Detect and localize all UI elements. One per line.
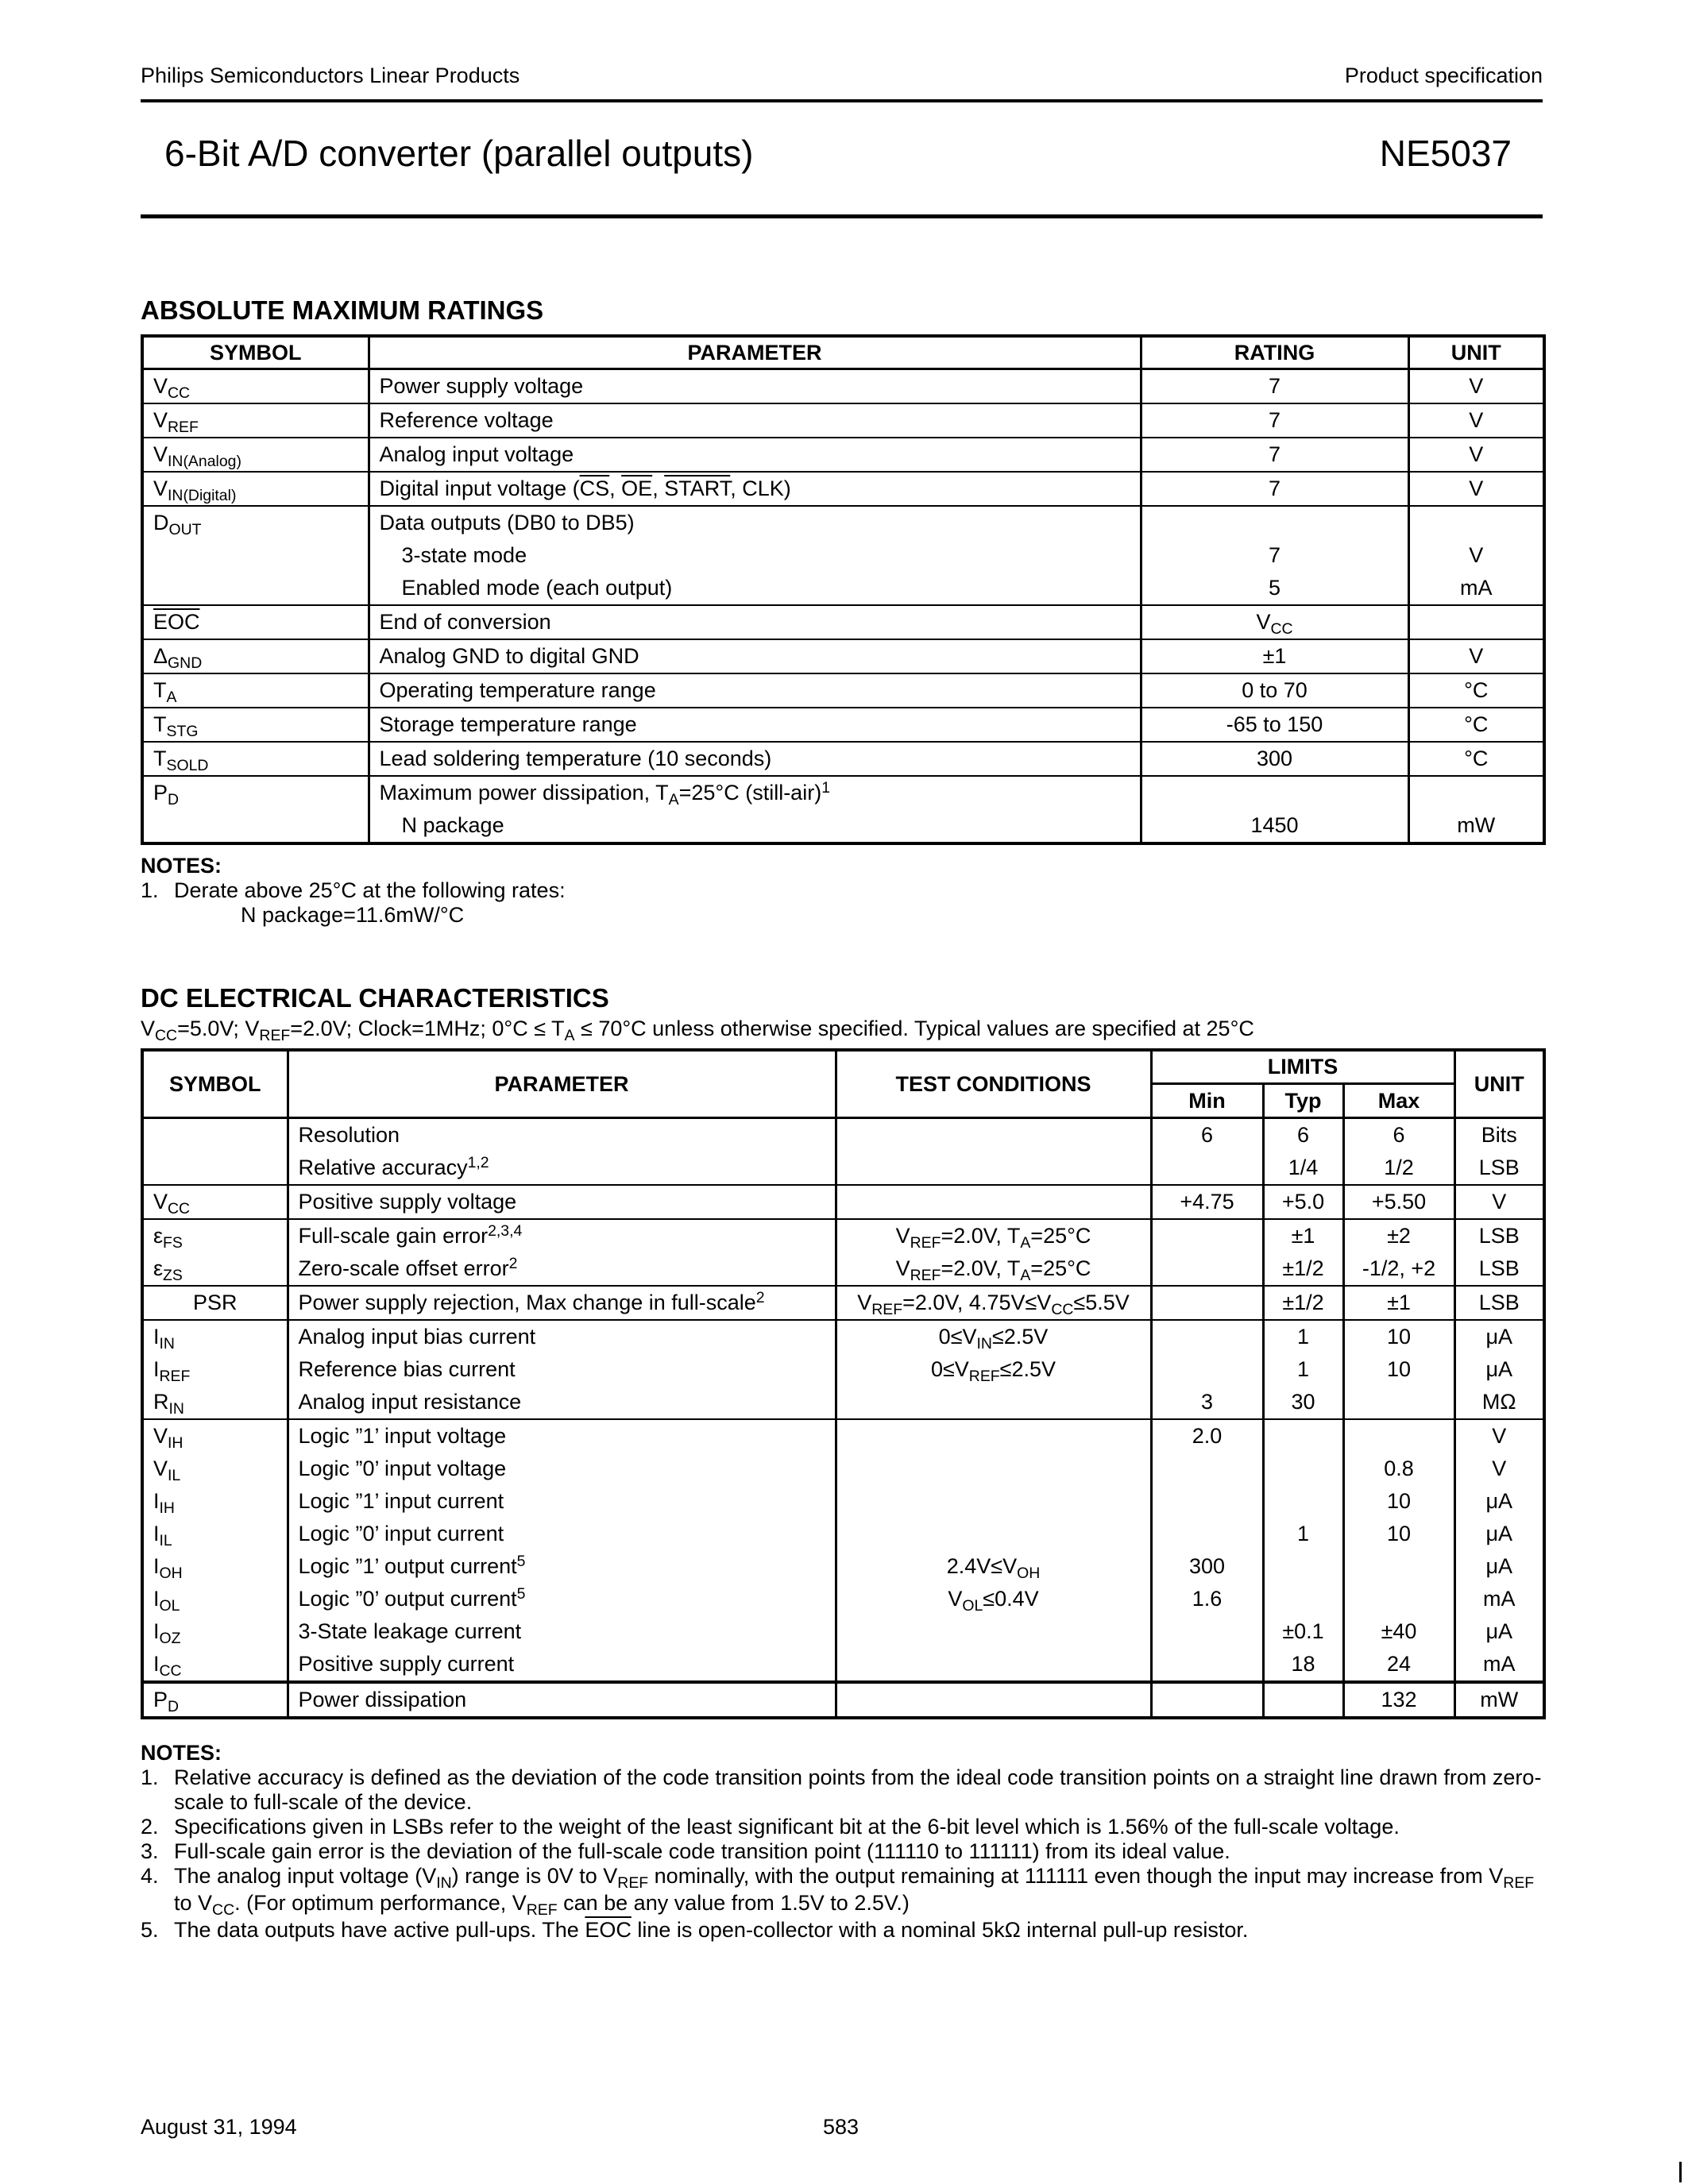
min-cell: 2.0: [1151, 1419, 1263, 1453]
symbol-cell: $I_{OL}$: [142, 1583, 288, 1615]
notes-title: NOTES:: [141, 1741, 222, 1765]
parameter-cell: Power dissipation: [288, 1682, 836, 1718]
symbol-cell: $R_{IN}$: [142, 1386, 288, 1419]
unit-cell: V: [1408, 438, 1544, 472]
unit-cell: LSB: [1454, 1152, 1544, 1185]
symbol-cell: [142, 1152, 288, 1185]
rating-cell: 7: [1141, 472, 1408, 506]
symbol-cell: [142, 809, 369, 843]
symbol-cell: $V_{IN(Digital)}$: [142, 472, 369, 506]
parameter-cell: Lead soldering temperature (10 seconds): [369, 742, 1141, 776]
typ-cell: 1: [1263, 1320, 1343, 1353]
typ-cell: 18: [1263, 1648, 1343, 1682]
test-condition-cell: [836, 1419, 1151, 1453]
unit-cell: °C: [1408, 742, 1544, 776]
max-cell: [1343, 1386, 1454, 1419]
parameter-cell: Maximum power dissipation, $T_A=25^\circ C$ (still-air)$^1$: [369, 776, 1141, 809]
document-type: Product specification: [1344, 64, 1543, 87]
header-rule: [141, 99, 1543, 102]
test-condition-cell: $V_{REF}=2.0V$, $T_A=25^\circ C$: [836, 1219, 1151, 1252]
table-row: [142, 506, 1544, 539]
test-condition-cell: $V_{OL}\le 0.4V$: [836, 1583, 1151, 1615]
min-cell: [1151, 1648, 1263, 1682]
max-cell: 0.8: [1343, 1453, 1454, 1485]
table-row: [142, 1615, 1544, 1648]
parameter-cell: Full-scale gain error$^{2,3,4}$: [288, 1219, 836, 1252]
part-number: NE5037: [1379, 133, 1512, 174]
rating-cell: 7: [1141, 438, 1408, 472]
symbol-cell: $\overline{EOC}$: [142, 605, 369, 639]
corner-mark: [1679, 2162, 1682, 2182]
table-row: [142, 1152, 1544, 1185]
table-row: [142, 1518, 1544, 1550]
unit-cell: LSB: [1454, 1286, 1544, 1320]
rating-cell: 0 to 70: [1141, 673, 1408, 708]
test-condition-cell: $V_{REF}=2.0V$, $T_A=25^\circ C$: [836, 1252, 1151, 1286]
col-header-unit: UNIT: [1408, 336, 1544, 369]
table-row: [142, 1550, 1544, 1583]
test-condition-cell: [836, 1386, 1151, 1419]
test-condition-cell: $2.4V\le V_{OH}$: [836, 1550, 1151, 1583]
unit-cell: °C: [1408, 708, 1544, 742]
typ-cell: [1263, 1419, 1343, 1453]
parameter-cell: Analog GND to digital GND: [369, 639, 1141, 673]
table-row: [142, 708, 1544, 742]
parameter-cell: Digital input voltage ($\overline{CS}$, $\overline{OE}$, START, CLK): [369, 472, 1141, 506]
amr-section-title: ABSOLUTE MAXIMUM RATINGS: [141, 295, 544, 325]
max-cell: [1343, 1583, 1454, 1615]
col-header-typ: Typ: [1263, 1084, 1343, 1118]
symbol-cell: [142, 539, 369, 572]
unit-cell: MΩ: [1454, 1386, 1544, 1419]
note-item: 5. The data outputs have active pull-ups. The $\overline{EOC}$ line is open-collector with a nominal 5kΩ internal pull-up resistor.: [141, 1918, 1249, 1942]
min-cell: [1151, 1453, 1263, 1485]
typ-cell: ±0.1: [1263, 1615, 1343, 1648]
min-cell: +4.75: [1151, 1185, 1263, 1219]
rating-cell: 7: [1141, 369, 1408, 404]
unit-cell: μA: [1454, 1615, 1544, 1648]
rating-cell: 7: [1141, 539, 1408, 572]
min-cell: [1151, 1286, 1263, 1320]
note-item: N package=11.6mW/°C: [241, 903, 465, 927]
col-header-max: Max: [1343, 1084, 1454, 1118]
parameter-cell: Logic ”1’ output current$^5$: [288, 1550, 836, 1583]
parameter-cell: Reference bias current: [288, 1353, 836, 1386]
test-condition-cell: [836, 1118, 1151, 1152]
max-cell: [1343, 1419, 1454, 1453]
parameter-cell: 3-state mode: [369, 539, 1141, 572]
max-cell: 10: [1343, 1320, 1454, 1353]
col-header-limits: LIMITS: [1151, 1050, 1454, 1084]
symbol-cell: $T_{SOLD}$: [142, 742, 369, 776]
table-row: [142, 1386, 1544, 1419]
symbol-cell: $V_{IH}$: [142, 1419, 288, 1453]
typ-cell: ±1/2: [1263, 1252, 1343, 1286]
symbol-cell: $V_{IL}$: [142, 1453, 288, 1485]
unit-cell: mA: [1454, 1583, 1544, 1615]
unit-cell: V: [1454, 1185, 1544, 1219]
parameter-cell: Logic ”0’ input voltage: [288, 1453, 836, 1485]
min-cell: [1151, 1485, 1263, 1518]
col-header-test-conditions: TEST CONDITIONS: [836, 1050, 1151, 1118]
col-header-parameter: PARAMETER: [288, 1050, 836, 1118]
parameter-cell: Logic ”0’ input current: [288, 1518, 836, 1550]
typ-cell: 1/4: [1263, 1152, 1343, 1185]
table-row: [142, 369, 1544, 404]
min-cell: [1151, 1219, 1263, 1252]
col-header-symbol: SYMBOL: [142, 336, 369, 369]
unit-cell: V: [1454, 1419, 1544, 1453]
test-condition-cell: [836, 1185, 1151, 1219]
min-cell: [1151, 1353, 1263, 1386]
col-header-min: Min: [1151, 1084, 1263, 1118]
symbol-cell: $V_{IN(Analog)}$: [142, 438, 369, 472]
unit-cell: V: [1408, 639, 1544, 673]
parameter-cell: Positive supply voltage: [288, 1185, 836, 1219]
absolute-max-ratings-table: [141, 334, 1546, 845]
dc-notes: [141, 1741, 1547, 1943]
table-row: [142, 639, 1544, 673]
min-cell: [1151, 1518, 1263, 1550]
typ-cell: [1263, 1453, 1343, 1485]
table-row: [142, 1118, 1544, 1152]
title-rule: [141, 214, 1543, 218]
max-cell: ±2: [1343, 1219, 1454, 1252]
max-cell: 10: [1343, 1353, 1454, 1386]
parameter-cell: End of conversion: [369, 605, 1141, 639]
dc-characteristics-table: [141, 1048, 1546, 1719]
test-condition-cell: $0\le V_{IN}\le 2.5V$: [836, 1320, 1151, 1353]
rating-cell: $V_{CC}$: [1141, 605, 1408, 639]
table-row: [142, 1583, 1544, 1615]
max-cell: 6: [1343, 1118, 1454, 1152]
parameter-cell: Resolution: [288, 1118, 836, 1152]
unit-cell: LSB: [1454, 1252, 1544, 1286]
unit-cell: mW: [1454, 1682, 1544, 1718]
parameter-cell: Power supply rejection, Max change in full-scale$^2$: [288, 1286, 836, 1320]
typ-cell: 1: [1263, 1518, 1343, 1550]
typ-cell: +5.0: [1263, 1185, 1343, 1219]
typ-cell: ±1/2: [1263, 1286, 1343, 1320]
note-item: 1. Derate above 25°C at the following rates:: [141, 878, 566, 902]
table-row: [142, 1353, 1544, 1386]
test-condition-cell: $0\le V_{REF}\le 2.5V$: [836, 1353, 1151, 1386]
col-header-unit: UNIT: [1454, 1050, 1544, 1118]
max-cell: [1343, 1550, 1454, 1583]
col-header-rating: RATING: [1141, 336, 1408, 369]
table-row: [142, 742, 1544, 776]
rating-cell: [1141, 776, 1408, 809]
unit-cell: V: [1408, 369, 1544, 404]
symbol-cell: $I_{CC}$: [142, 1648, 288, 1682]
table-row: [142, 1252, 1544, 1286]
table-row: [142, 572, 1544, 605]
unit-cell: [1408, 776, 1544, 809]
symbol-cell: $T_A$: [142, 673, 369, 708]
unit-cell: mA: [1454, 1648, 1544, 1682]
test-condition-cell: [836, 1453, 1151, 1485]
company-name: Philips Semiconductors Linear Products: [141, 64, 520, 87]
rating-cell: -65 to 150: [1141, 708, 1408, 742]
min-cell: [1151, 1320, 1263, 1353]
symbol-cell: $\varepsilon_{ZS}$: [142, 1252, 288, 1286]
table-row: [142, 438, 1544, 472]
table-row: [142, 1185, 1544, 1219]
table-row: [142, 1453, 1544, 1485]
unit-cell: μA: [1454, 1485, 1544, 1518]
max-cell: ±1: [1343, 1286, 1454, 1320]
parameter-cell: Storage temperature range: [369, 708, 1141, 742]
min-cell: 300: [1151, 1550, 1263, 1583]
symbol-cell: $\Delta_{GND}$: [142, 639, 369, 673]
parameter-cell: Relative accuracy$^{1,2}$: [288, 1152, 836, 1185]
col-header-parameter: PARAMETER: [369, 336, 1141, 369]
parameter-cell: Positive supply current: [288, 1648, 836, 1682]
table-row: [142, 1485, 1544, 1518]
table-row: [142, 1648, 1544, 1682]
symbol-cell: $V_{CC}$: [142, 1185, 288, 1219]
symbol-cell: $I_{IL}$: [142, 1518, 288, 1550]
note-item: 1. Relative accuracy is defined as the deviation of the code transition points from the ideal code transition points on a straight line drawn from zero-scale to full-scale of the device.: [141, 1765, 1542, 1814]
symbol-cell: $V_{REF}$: [142, 403, 369, 438]
rating-cell: 5: [1141, 572, 1408, 605]
note-item: 3. Full-scale gain error is the deviation of the full-scale code transition point (111110 to 111111) from its ideal value.: [141, 1839, 1230, 1863]
typ-cell: 1: [1263, 1353, 1343, 1386]
parameter-cell: Power supply voltage: [369, 369, 1141, 404]
symbol-cell: $P_D$: [142, 1682, 288, 1718]
symbol-cell: PSR: [142, 1286, 288, 1320]
unit-cell: V: [1454, 1453, 1544, 1485]
parameter-cell: 3-State leakage current: [288, 1615, 836, 1648]
parameter-cell: Logic ”0’ output current$^5$: [288, 1583, 836, 1615]
symbol-cell: $T_{STG}$: [142, 708, 369, 742]
symbol-cell: [142, 572, 369, 605]
test-condition-cell: [836, 1485, 1151, 1518]
table-row: [142, 1286, 1544, 1320]
footer-date: August 31, 1994: [141, 2115, 297, 2139]
rating-cell: 300: [1141, 742, 1408, 776]
test-condition-cell: [836, 1615, 1151, 1648]
max-cell: 10: [1343, 1518, 1454, 1550]
min-cell: [1151, 1152, 1263, 1185]
unit-cell: μA: [1454, 1518, 1544, 1550]
rating-cell: [1141, 506, 1408, 539]
test-condition-cell: [836, 1682, 1151, 1718]
rating-cell: 1450: [1141, 809, 1408, 843]
parameter-cell: Analog input resistance: [288, 1386, 836, 1419]
typ-cell: [1263, 1583, 1343, 1615]
table-row: [142, 776, 1544, 809]
min-cell: 6: [1151, 1118, 1263, 1152]
symbol-cell: $\varepsilon_{FS}$: [142, 1219, 288, 1252]
dc-conditions: $V_{CC}=5.0V$; $V_{REF}=2.0V$; Clock=1MHz; $0^\circ C \le T_A \le 70^\circ C$ unless otherwise specified. Typical values are specified at 25°C: [141, 1017, 1254, 1045]
parameter-cell: Logic ”1’ input current: [288, 1485, 836, 1518]
symbol-cell: [142, 1118, 288, 1152]
parameter-cell: Operating temperature range: [369, 673, 1141, 708]
document-title: 6-Bit A/D converter (parallel outputs): [164, 133, 754, 174]
table-row: [142, 605, 1544, 639]
min-cell: 3: [1151, 1386, 1263, 1419]
symbol-cell: $I_{OH}$: [142, 1550, 288, 1583]
parameter-cell: Enabled mode (each output): [369, 572, 1141, 605]
note-item: 4. The analog input voltage $(V_{IN})$ range is 0V to $V_{REF}$ nominally, with the output remaining at 111111 even though the input may increase from $V_{REF}$ to $V_{CC}$. (For optimum performance, $V_{REF}$ can be any value from 1.5V to 2.5V.): [141, 1864, 1535, 1920]
min-cell: [1151, 1682, 1263, 1718]
note-item: 2. Specifications given in LSBs refer to the weight of the least significant bit at the 6-bit level which is 1.56% of the full-scale voltage.: [141, 1815, 1400, 1839]
page-number: 583: [823, 2115, 859, 2139]
max-cell: 10: [1343, 1485, 1454, 1518]
unit-cell: V: [1408, 403, 1544, 438]
table-row: [142, 472, 1544, 506]
unit-cell: V: [1408, 539, 1544, 572]
unit-cell: mA: [1408, 572, 1544, 605]
symbol-cell: $P_D$: [142, 776, 369, 809]
unit-cell: Bits: [1454, 1118, 1544, 1152]
max-cell: -1/2, +2: [1343, 1252, 1454, 1286]
symbol-cell: $D_{OUT}$: [142, 506, 369, 539]
typ-cell: 6: [1263, 1118, 1343, 1152]
symbol-cell: $I_{OZ}$: [142, 1615, 288, 1648]
table-row: [142, 1219, 1544, 1252]
typ-cell: [1263, 1682, 1343, 1718]
min-cell: [1151, 1615, 1263, 1648]
test-condition-cell: $V_{REF}=2.0V$, $4.75V\le V_{CC}\le 5.5V$: [836, 1286, 1151, 1320]
test-condition-cell: [836, 1152, 1151, 1185]
symbol-cell: $I_{IN}$: [142, 1320, 288, 1353]
min-cell: 1.6: [1151, 1583, 1263, 1615]
unit-cell: LSB: [1454, 1219, 1544, 1252]
unit-cell: °C: [1408, 673, 1544, 708]
table-header-row: [142, 336, 1544, 369]
parameter-cell: Data outputs (DB0 to DB5): [369, 506, 1141, 539]
unit-cell: μA: [1454, 1353, 1544, 1386]
typ-cell: 30: [1263, 1386, 1343, 1419]
test-condition-cell: [836, 1518, 1151, 1550]
parameter-cell: Logic ”1’ input voltage: [288, 1419, 836, 1453]
parameter-cell: N package: [369, 809, 1141, 843]
rating-cell: 7: [1141, 403, 1408, 438]
col-header-symbol: SYMBOL: [142, 1050, 288, 1118]
parameter-cell: Analog input bias current: [288, 1320, 836, 1353]
dc-section-title: DC ELECTRICAL CHARACTERISTICS: [141, 983, 609, 1013]
symbol-cell: $V_{CC}$: [142, 369, 369, 404]
symbol-cell: $I_{IH}$: [142, 1485, 288, 1518]
typ-cell: [1263, 1550, 1343, 1583]
symbol-cell: $I_{REF}$: [142, 1353, 288, 1386]
amr-notes: [141, 854, 1547, 928]
table-row: [142, 809, 1544, 843]
parameter-cell: Reference voltage: [369, 403, 1141, 438]
table-header-row: [142, 1050, 1544, 1084]
table-row: [142, 403, 1544, 438]
max-cell: +5.50: [1343, 1185, 1454, 1219]
typ-cell: ±1: [1263, 1219, 1343, 1252]
rating-cell: ±1: [1141, 639, 1408, 673]
table-row: [142, 539, 1544, 572]
table-row: [142, 1419, 1544, 1453]
unit-cell: mW: [1408, 809, 1544, 843]
test-condition-cell: [836, 1648, 1151, 1682]
notes-title: NOTES:: [141, 854, 222, 878]
max-cell: 132: [1343, 1682, 1454, 1718]
table-row: [142, 673, 1544, 708]
unit-cell: μA: [1454, 1550, 1544, 1583]
unit-cell: [1408, 506, 1544, 539]
typ-cell: [1263, 1485, 1343, 1518]
max-cell: ±40: [1343, 1615, 1454, 1648]
max-cell: 24: [1343, 1648, 1454, 1682]
unit-cell: [1408, 605, 1544, 639]
parameter-cell: Zero-scale offset error$^2$: [288, 1252, 836, 1286]
table-row: [142, 1682, 1544, 1718]
min-cell: [1151, 1252, 1263, 1286]
unit-cell: μA: [1454, 1320, 1544, 1353]
max-cell: 1/2: [1343, 1152, 1454, 1185]
table-row: [142, 1320, 1544, 1353]
unit-cell: V: [1408, 472, 1544, 506]
parameter-cell: Analog input voltage: [369, 438, 1141, 472]
